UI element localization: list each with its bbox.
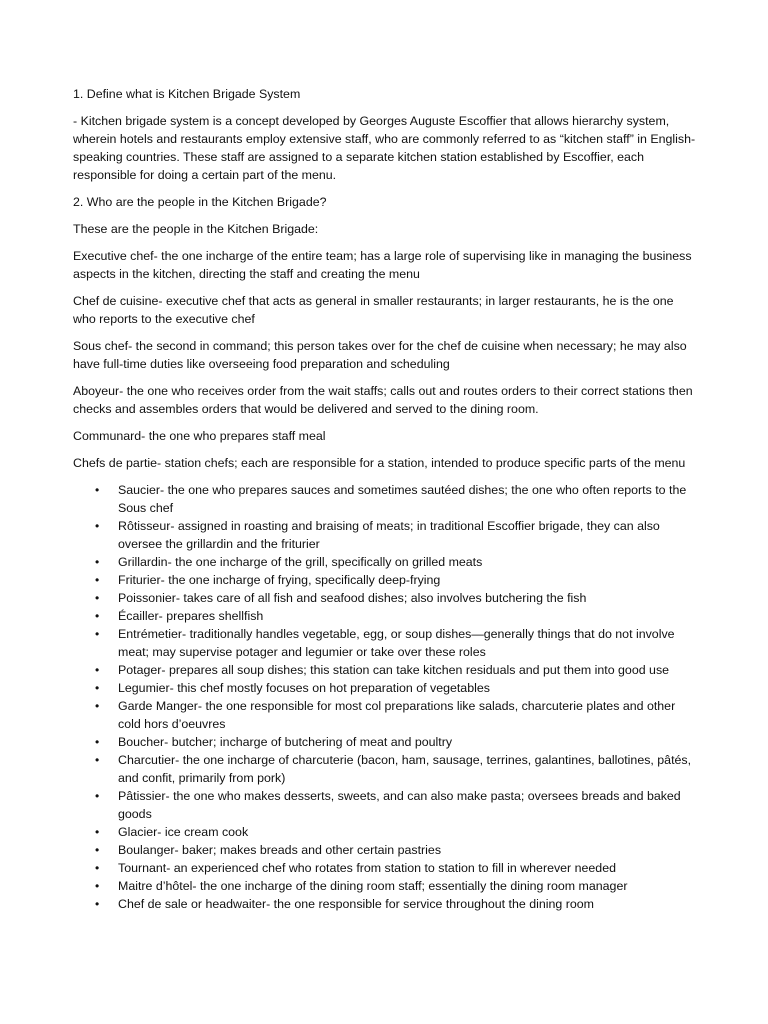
list-item-text: Grillardin- the one incharge of the grill, specifically on grilled meats	[118, 555, 483, 569]
question-2: 2. Who are the people in the Kitchen Brigade?	[73, 195, 327, 209]
list-item	[73, 589, 698, 607]
list-item-text: Legumier- this chef mostly focuses on hot preparation of vegetables	[118, 681, 490, 695]
bullet-icon: •	[95, 897, 100, 911]
list-item-text: Écailler- prepares shellfish	[118, 609, 264, 623]
question-1: 1. Define what is Kitchen Brigade System	[73, 87, 301, 101]
list-item	[73, 823, 698, 841]
list-item-text: Poissonier- takes care of all fish and seafood dishes; also involves butchering the fish	[118, 591, 587, 605]
bullet-icon: •	[95, 591, 100, 605]
bullet-icon: •	[95, 519, 100, 533]
list-item-text: Tournant- an experienced chef who rotates from station to station to fill in wherever needed	[118, 861, 616, 875]
list-item-text: Maitre d’hôtel- the one incharge of the dining room staff; essentially the dining room manager	[118, 879, 628, 893]
bullet-icon: •	[95, 663, 100, 677]
role-sous-chef: Sous chef- the second in command; this person takes over for the chef de cuisine when necessary; he may also have full-time duties like overseeing food preparation and scheduling	[73, 339, 687, 371]
bullet-icon: •	[95, 861, 100, 875]
list-item	[73, 841, 698, 859]
role-chef-de-cuisine: Chef de cuisine- executive chef that acts as general in smaller restaurants; in larger restaurants, he is the one who reports to the executive chef	[73, 294, 674, 326]
bullet-icon: •	[95, 879, 100, 893]
list-item	[73, 877, 698, 895]
answer-2-intro: These are the people in the Kitchen Brigade:	[73, 222, 319, 236]
list-item-text: Glacier- ice cream cook	[118, 825, 249, 839]
list-item	[73, 625, 698, 661]
list-item	[73, 481, 698, 517]
bullet-icon: •	[95, 483, 100, 497]
bullet-icon: •	[95, 843, 100, 857]
role-aboyeur: Aboyeur- the one who receives order from the wait staffs; calls out and routes orders to their correct stations then checks and assembles orders that would be delivered and served to the dining room.	[73, 384, 693, 416]
list-item	[73, 751, 698, 787]
list-item	[73, 733, 698, 751]
bullet-icon: •	[95, 825, 100, 839]
station-list	[73, 481, 698, 913]
bullet-icon: •	[95, 609, 100, 623]
list-item-text: Saucier- the one who prepares sauces and sometimes sautéed dishes; the one who often reports to the Sous chef	[118, 483, 687, 515]
list-item-text: Entrémetier- traditionally handles vegetable, egg, or soup dishes—generally things that do not involve meat; may supervise potager and legumier or take over these roles	[118, 627, 675, 659]
list-item-text: Potager- prepares all soup dishes; this station can take kitchen residuals and put them into good use	[118, 663, 670, 677]
list-item-text: Boucher- butcher; incharge of butchering of meat and poultry	[118, 735, 453, 749]
bullet-icon: •	[95, 573, 100, 587]
role-communard: Communard- the one who prepares staff meal	[73, 429, 326, 443]
list-item	[73, 607, 698, 625]
role-executive-chef: Executive chef- the one incharge of the entire team; has a large role of supervising like in managing the business aspects in the kitchen, directing the staff and creating the menu	[73, 249, 692, 281]
list-item-text: Charcutier- the one incharge of charcuterie (bacon, ham, sausage, terrines, galantines, ballotines, pâtés, and confit, primarily from pork)	[118, 753, 692, 785]
list-item	[73, 517, 698, 553]
list-item-text: Rôtisseur- assigned in roasting and braising of meats; in traditional Escoffier brigade, they can also oversee the grillardin and the friturier	[118, 519, 660, 551]
bullet-icon: •	[95, 555, 100, 569]
role-chefs-de-partie: Chefs de partie- station chefs; each are responsible for a station, intended to produce specific parts of the menu	[73, 456, 686, 470]
list-item	[73, 661, 698, 679]
list-item	[73, 787, 698, 823]
list-item	[73, 571, 698, 589]
bullet-icon: •	[95, 789, 100, 803]
list-item-text: Boulanger- baker; makes breads and other certain pastries	[118, 843, 442, 857]
bullet-icon: •	[95, 753, 100, 767]
list-item	[73, 679, 698, 697]
bullet-icon: •	[95, 699, 100, 713]
bullet-icon: •	[95, 681, 100, 695]
list-item	[73, 697, 698, 733]
list-item-text: Pâtissier- the one who makes desserts, sweets, and can also make pasta; oversees breads and baked goods	[118, 789, 681, 821]
answer-1: - Kitchen brigade system is a concept developed by Georges Auguste Escoffier that allows hierarchy system, wherein hotels and restaurants employ extensive staff, who are commonly referred to as “kitchen staff” in English-speaking countries. These staff are assigned to a separate kitchen station established by Escoffier, each responsible for doing a certain part of the menu.	[73, 114, 696, 182]
list-item-text: Chef de sale or headwaiter- the one responsible for service throughout the dining room	[118, 897, 594, 911]
list-item	[73, 859, 698, 877]
bullet-icon: •	[95, 627, 100, 641]
list-item-text: Friturier- the one incharge of frying, specifically deep-frying	[118, 573, 441, 587]
list-item	[73, 895, 698, 913]
bullet-icon: •	[95, 735, 100, 749]
list-item	[73, 553, 698, 571]
list-item-text: Garde Manger- the one responsible for most col preparations like salads, charcuterie plates and other cold hors d’oeuvres	[118, 699, 676, 731]
